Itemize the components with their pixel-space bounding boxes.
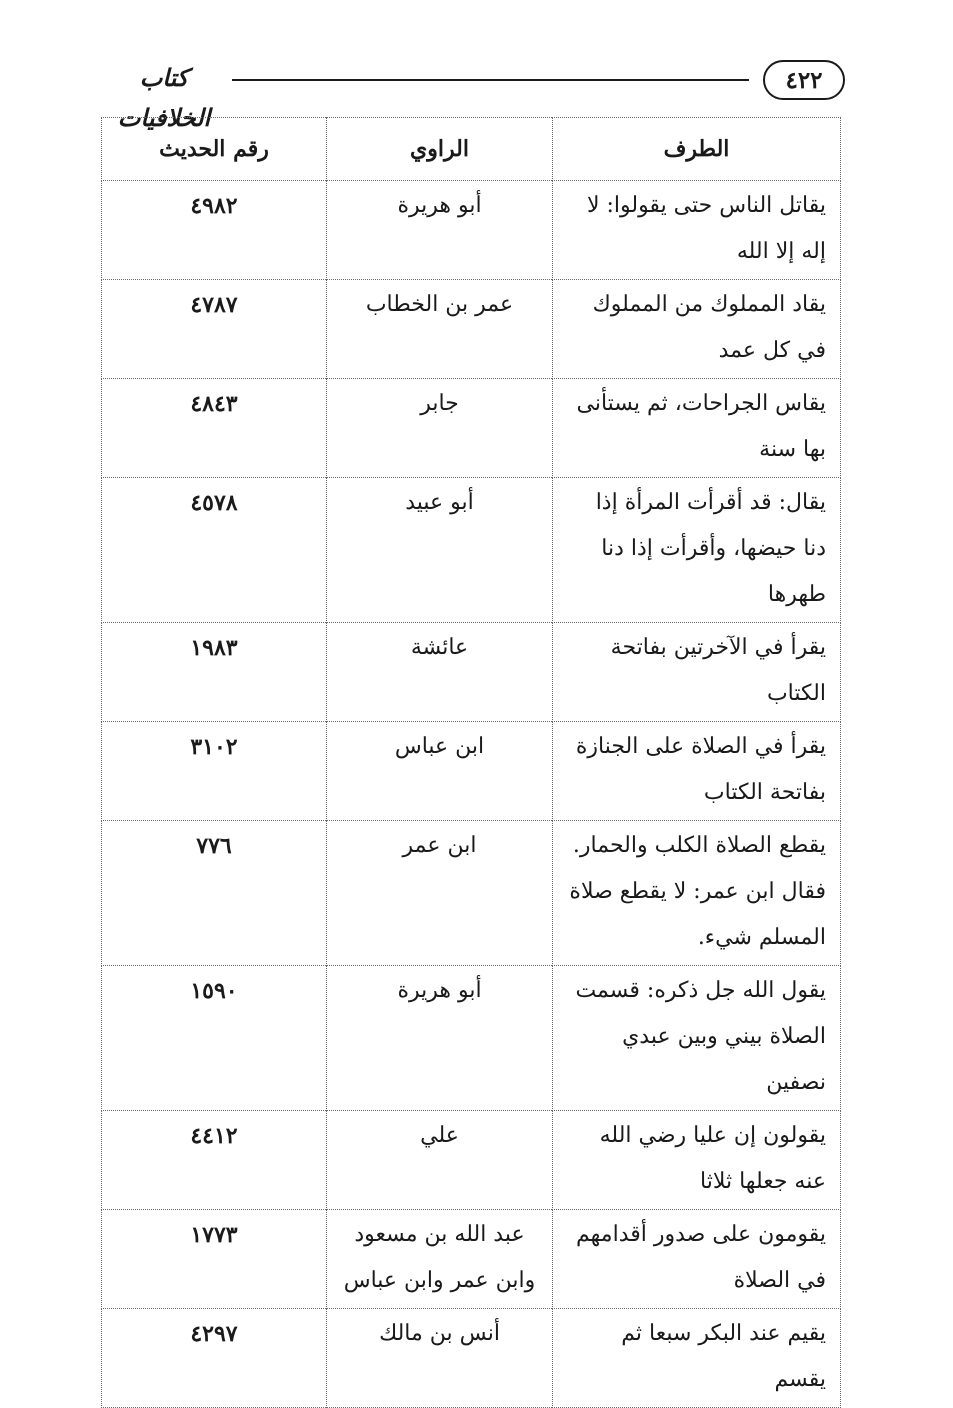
cell-rawi: أنس بن مالك [327, 1309, 553, 1408]
cell-tarf: يقومون على صدور أقدامهم في الصلاة [553, 1210, 841, 1309]
cell-number: ٤٤١٢ [102, 1111, 327, 1210]
cell-tarf: يقاتل الناس حتى يقولوا: لا إله إلا الله [553, 181, 841, 280]
table-row [102, 966, 841, 1111]
cell-rawi: عائشة [327, 623, 553, 722]
table-row [102, 1111, 841, 1210]
table-row [102, 623, 841, 722]
header-rule [232, 79, 749, 81]
hadith-index-table [101, 117, 841, 1408]
cell-rawi: أبو عبيد [327, 478, 553, 623]
cell-rawi: أبو هريرة [327, 181, 553, 280]
cell-tarf: يقطع الصلاة الكلب والحمار. فقال ابن عمر: لا يقطع صلاة المسلم شيء. [553, 821, 841, 966]
table-row [102, 722, 841, 821]
cell-number: ٤٥٧٨ [102, 478, 327, 623]
page-header [100, 58, 845, 132]
table-row [102, 1309, 841, 1408]
page-number: ٤٢٢ [763, 60, 845, 100]
cell-rawi: عبد الله بن مسعود وابن عمر وابن عباس [327, 1210, 553, 1309]
column-header-rawi: الراوي [327, 118, 553, 181]
table-row [102, 821, 841, 966]
cell-rawi: جابر [327, 379, 553, 478]
cell-rawi: ابن عباس [327, 722, 553, 821]
table-row [102, 280, 841, 379]
cell-number: ٤٢٩٧ [102, 1309, 327, 1408]
table-row [102, 379, 841, 478]
book-title: كتاب الخلافيات [117, 63, 211, 132]
cell-rawi: عمر بن الخطاب [327, 280, 553, 379]
cell-number: ٣١٠٢ [102, 722, 327, 821]
cell-number: ٧٧٦ [102, 821, 327, 966]
cell-tarf: يقال: قد أقرأت المرأة إذا دنا حيضها، وأقرأت إذا دنا طهرها [553, 478, 841, 623]
cell-tarf: يقول الله جل ذكره: قسمت الصلاة بيني وبين عبدي نصفين [553, 966, 841, 1111]
table-row [102, 181, 841, 280]
table-row [102, 1210, 841, 1309]
cell-number: ٤٧٨٧ [102, 280, 327, 379]
cell-rawi: ابن عمر [327, 821, 553, 966]
cell-rawi: علي [327, 1111, 553, 1210]
cell-tarf: يقيم عند البكر سبعا ثم يقسم [553, 1309, 841, 1408]
cell-number: ١٥٩٠ [102, 966, 327, 1111]
cell-tarf: يقرأ في الصلاة على الجنازة بفاتحة الكتاب [553, 722, 841, 821]
cell-tarf: يقرأ في الآخرتين بفاتحة الكتاب [553, 623, 841, 722]
table-row [102, 478, 841, 623]
cell-tarf: يقاد المملوك من المملوك في كل عمد [553, 280, 841, 379]
cell-number: ٤٨٤٣ [102, 379, 327, 478]
cell-tarf: يقاس الجراحات، ثم يستأنى بها سنة [553, 379, 841, 478]
cell-number: ١٩٨٣ [102, 623, 327, 722]
table-header-row [102, 118, 841, 181]
column-header-number: رقم الحديث [102, 118, 327, 181]
cell-number: ١٧٧٣ [102, 1210, 327, 1309]
cell-number: ٤٩٨٢ [102, 181, 327, 280]
cell-tarf: يقولون إن عليا رضي الله عنه جعلها ثلاثا [553, 1111, 841, 1210]
cell-rawi: أبو هريرة [327, 966, 553, 1111]
column-header-tarf: الطرف [553, 118, 841, 181]
